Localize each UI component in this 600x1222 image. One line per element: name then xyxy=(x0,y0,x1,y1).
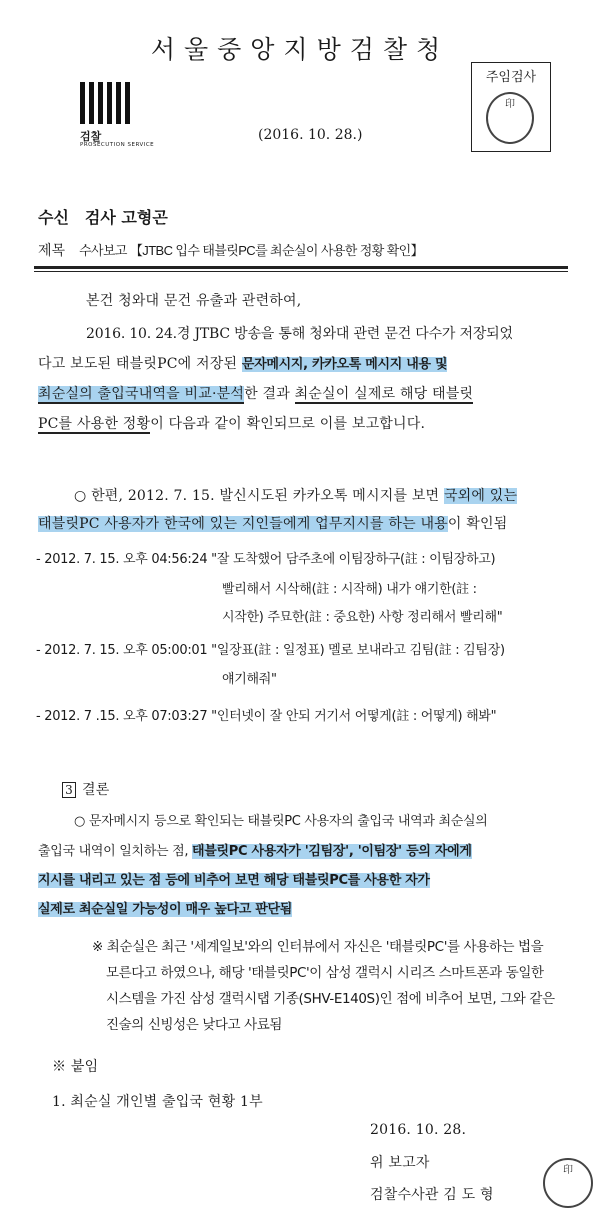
highlight-messages: 문자메시지, 카카오톡 메시지 내용 및 xyxy=(241,357,448,372)
message1-line3: 시작한) 주묘한(註 : 중요한) 사항 정리해서 빨리해" xyxy=(222,610,503,625)
attachment-heading: ※ 붙임 xyxy=(52,1059,99,1075)
findings-line1: ○ 한편, 2012. 7. 15. 발신시도된 카카오톡 메시지를 보면 국외에 있는 xyxy=(74,488,518,504)
logo-text: 검찰 xyxy=(80,130,102,143)
stamp-title: 주임검사 xyxy=(485,70,537,85)
conclusion-line3 xyxy=(38,869,430,888)
note-line3: 시스템을 가진 삼성 갤럭시탭 기종(SHV-E140S)인 점에 비추어 보면, 그와 같은 xyxy=(106,991,555,1007)
message1-line2: 빨리해서 시삭해(註 : 시작해) 내가 얘기한(註 : xyxy=(222,582,477,597)
logo-subtitle: PROSECUTION SERVICE xyxy=(80,142,155,148)
conclusion-line2: 출입국 내역이 일치하는 점, 태블릿PC 사용자가 '김팀장', '이팀장' 등의 자에게 xyxy=(38,844,472,859)
investigator-seal-icon: 印 xyxy=(543,1158,593,1208)
highlight-immigration: 최순실의 출입국내역을 비교·분석 xyxy=(38,386,245,402)
recipient-label: 수신 xyxy=(38,208,69,227)
subject-label: 제목 xyxy=(38,243,66,259)
recipient-line xyxy=(38,205,168,228)
conclusion-heading: 3 결론 xyxy=(62,779,109,799)
highlight-instructions: 태블릿PC 사용자가 한국에 있는 지인들에게 업무지시를 하는 내용 xyxy=(38,516,448,532)
document-date: (2016. 10. 28.) xyxy=(258,127,363,143)
highlight-conclusion-2: 실제로 최순실일 가능성이 매우 높다고 판단됨 xyxy=(38,902,293,917)
signature-label: 위 보고자 xyxy=(370,1155,430,1171)
note-line1: ※ 최순실은 최근 '세계일보'와의 인터뷰에서 자신은 '태블릿PC'를 사용하는 법을 xyxy=(92,939,544,955)
conclusion-line1: ○ 문자메시지 등으로 확인되는 태블릿PC 사용자의 출입국 내역과 최순실의 xyxy=(74,814,488,829)
message2-line1: - 2012. 7. 15. 오후 05:00:01 "일장표(註 : 일정표) 멜로 보내라고 김팀(註 : 김팀장) xyxy=(36,643,505,658)
note-line4: 진술의 신빙성은 낮다고 사료됨 xyxy=(106,1017,283,1033)
highlight-kim-lee: 태블릿PC 사용자가 '김팀장', '이팀장' 등의 자에게 xyxy=(192,844,472,859)
prosecutor-seal-icon: 印 xyxy=(486,92,534,144)
signature-date: 2016. 10. 28. xyxy=(370,1122,467,1138)
message1-line1: - 2012. 7. 15. 오후 04:56:24 "잘 도착했어 담주초에 이팀장하구(註 : 이팀장하고) xyxy=(36,552,496,567)
subject-value: 수사보고 【JTBC 입수 태블릿PC를 최순실이 사용한 정황 확인】 xyxy=(79,243,424,258)
note-line2: 모른다고 하였으나, 해당 '태블릿PC'이 삼성 갤럭시 시리즈 스마트폰과 동일한 xyxy=(106,965,544,981)
office-title: 서울중앙지방검찰청 xyxy=(150,35,450,64)
subject-line xyxy=(38,240,423,260)
highlight-conclusion-1: 지시를 내리고 있는 점 등에 비추어 보면 해당 태블릿PC를 사용한 자가 xyxy=(38,873,430,888)
conclusion-line4 xyxy=(38,898,292,917)
header-divider-thin xyxy=(34,271,568,272)
prosecution-logo-icon xyxy=(80,82,134,128)
message2-line2: 얘기해줘" xyxy=(222,672,277,687)
intro-p2-line3: 최순실의 출입국내역을 비교·분석한 결과 최순실이 실제로 해당 태블릿 xyxy=(38,386,474,402)
intro-line: 본건 청와대 문건 유출과 관련하여, xyxy=(86,293,302,309)
header-divider xyxy=(34,266,568,269)
underline-use-evidence: PC를 사용한 정황 xyxy=(38,416,151,432)
intro-p2-line1: 2016. 10. 24.경 JTBC 방송을 통해 청와대 관련 문건 다수가 저장되었 xyxy=(86,326,513,342)
signature-name: 검찰수사관 김 도 형 xyxy=(370,1187,494,1203)
intro-p2-line2: 다고 보도된 태블릿PC에 저장된 문자메시지, 카카오톡 메시지 내용 및 xyxy=(38,356,448,372)
message3-line1: - 2012. 7 .15. 오후 07:03:27 "인터넷이 잘 안되 거기서 어떻게(註 : 어떻게) 해봐" xyxy=(36,709,497,724)
highlight-abroad: 국외에 있는 xyxy=(443,488,518,504)
recipient-value: 검사 고형곤 xyxy=(84,208,168,227)
underline-actual-use: 최순실이 실제로 해당 태블릿 xyxy=(294,386,474,402)
section-number: 3 xyxy=(62,782,76,798)
findings-line2: 태블릿PC 사용자가 한국에 있는 지인들에게 업무지시를 하는 내용이 확인됨 xyxy=(38,516,508,532)
intro-p2-line4: PC를 사용한 정황이 다음과 같이 확인되므로 이를 보고합니다. xyxy=(38,416,426,432)
attachment-item: 1. 최순실 개인별 출입국 현황 1부 xyxy=(52,1094,263,1110)
